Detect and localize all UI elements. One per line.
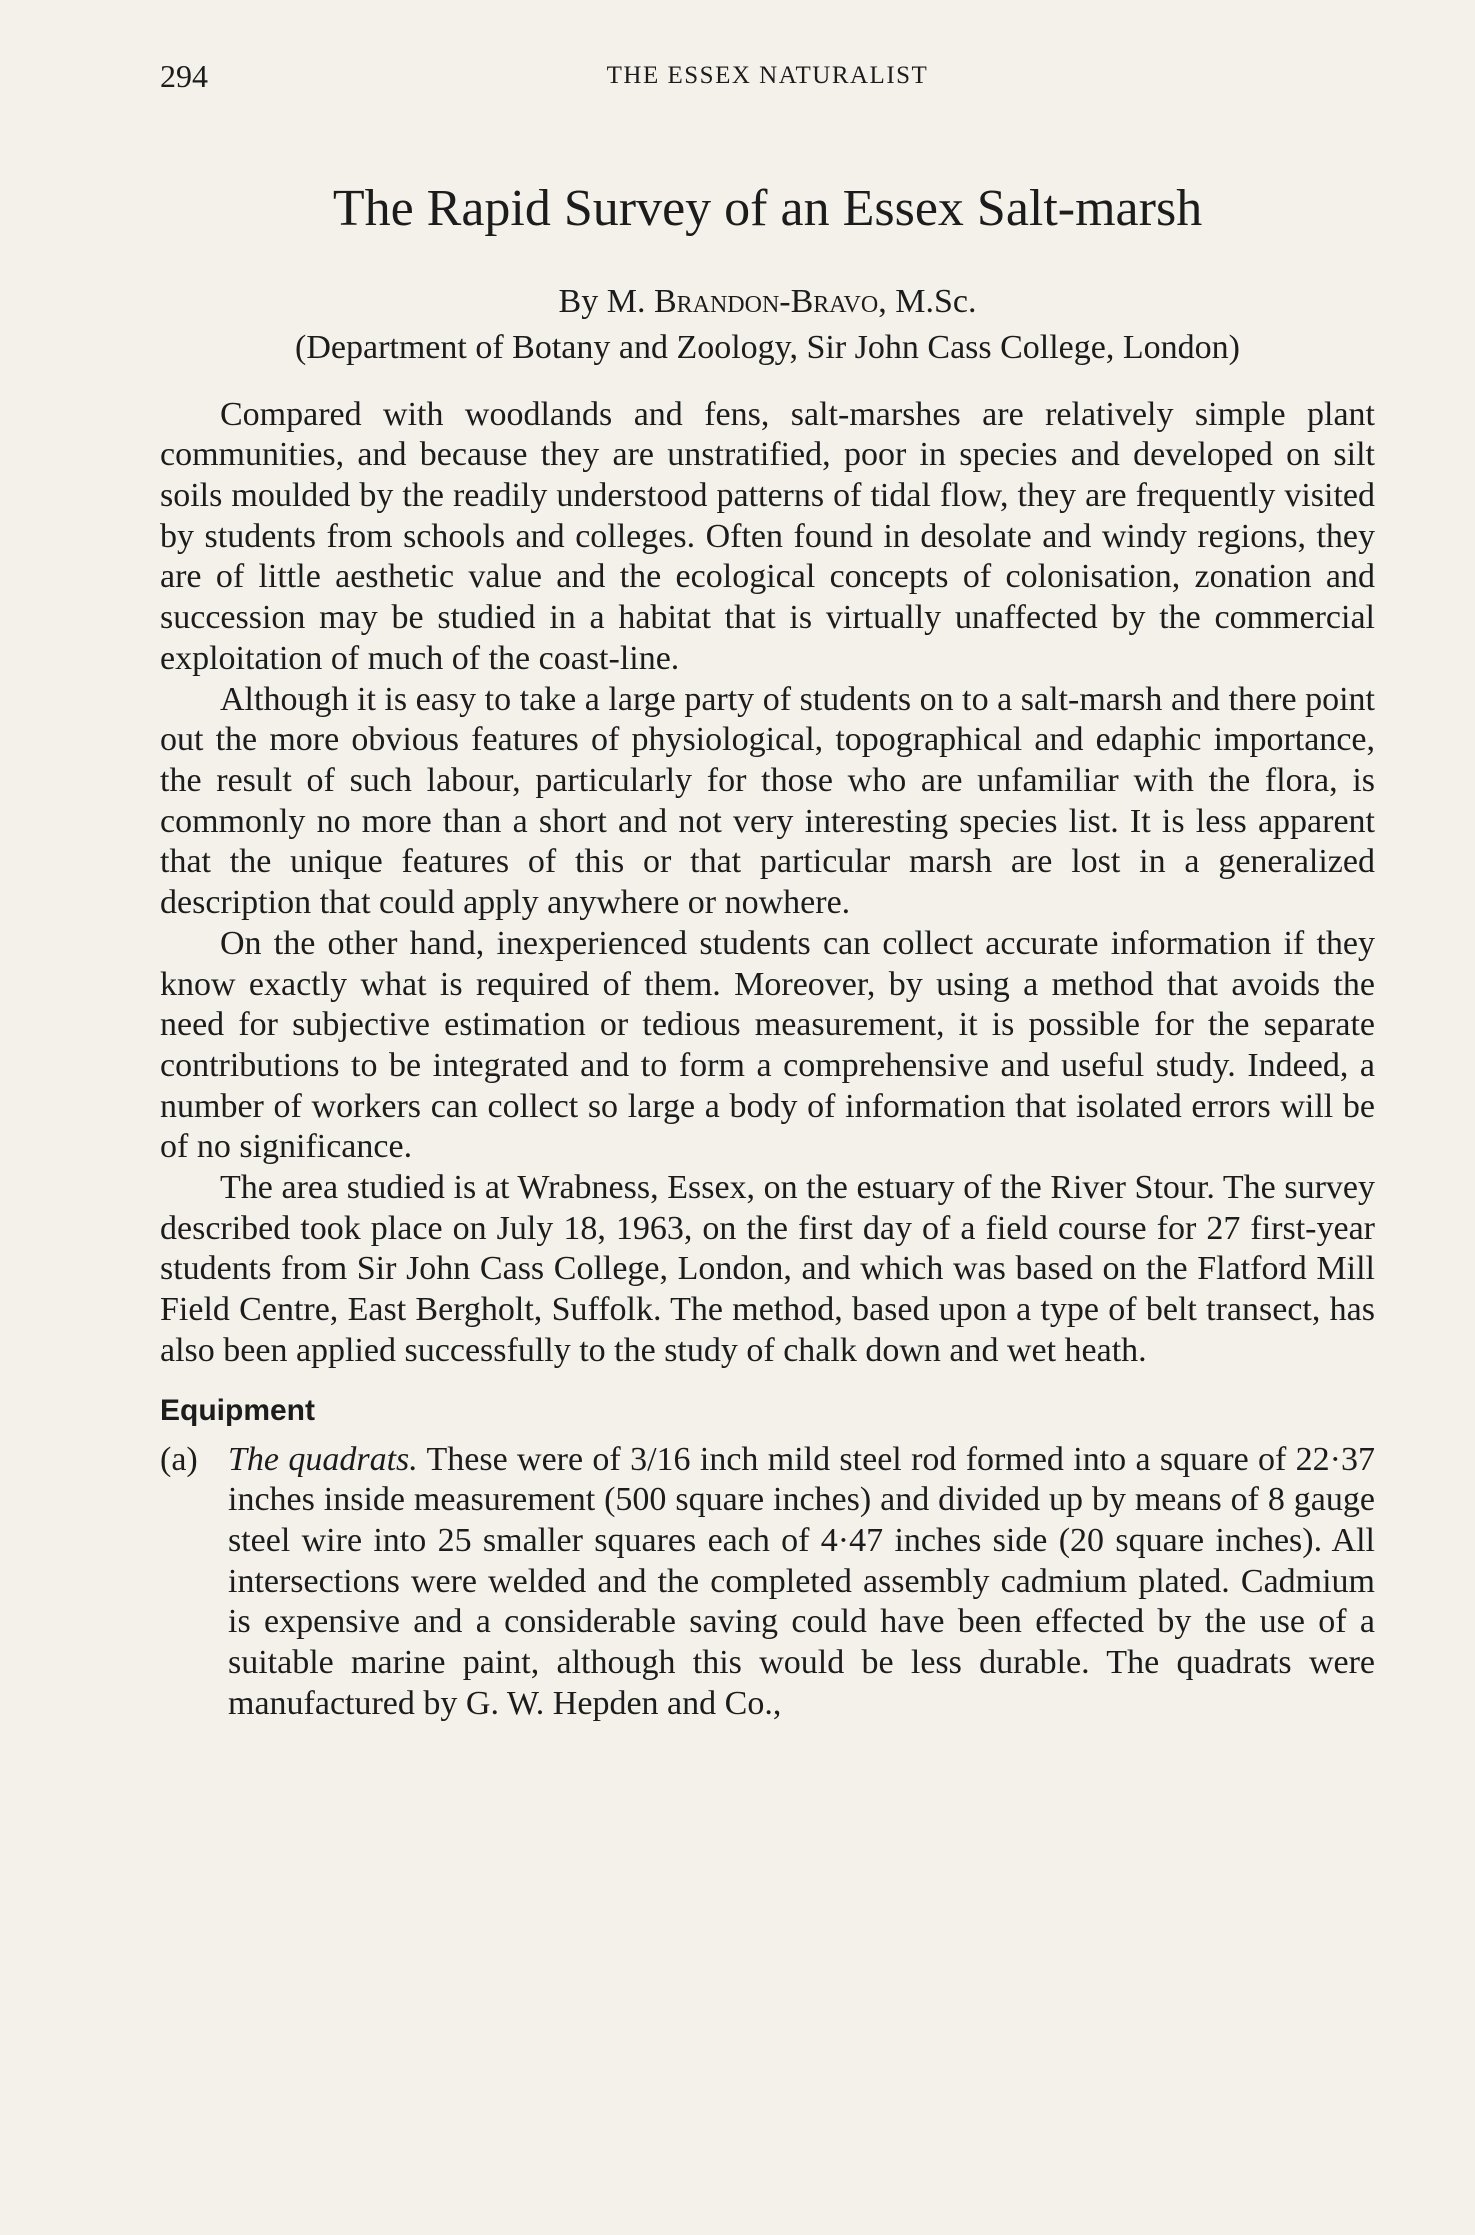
- running-head: [160, 48, 1375, 104]
- paragraph-2: Although it is easy to take a large party of students on to a salt-marsh and there point out the more obvious features of physiological, topographical and edaphic importance, the result of such labour, particularly for those who are unfamiliar with the flora, is commonly no more than a short and not very interesting species list. It is less apparent that the unique features of this or that particular marsh are lost in a generalized description that could apply anywhere or nowhere.: [160, 680, 1375, 922]
- affiliation: (Department of Botany and Zoology, Sir John Cass College, London): [295, 329, 1240, 367]
- page-number: 294: [160, 58, 208, 94]
- section-heading-equipment: Equipment: [160, 1393, 315, 1427]
- byline-suffix: , M.Sc.: [878, 283, 977, 321]
- item-body: [228, 1440, 1375, 1725]
- byline: [160, 283, 1375, 321]
- paragraph-4: The area studied is at Wrabness, Essex, on the estuary of the River Stour. The survey described took place on July 18, 1963, on the first day of a field course for 27 first-year students from Sir John Cass College, London, and which was based on the Flatford Mill Field Centre, East Bergholt, Suffolk. The method, based upon a type of belt transect, has also been applied successfully to the study of chalk down and wet heath.: [160, 1169, 1375, 1369]
- article-title: The Rapid Survey of an Essex Salt-marsh: [332, 180, 1203, 237]
- author-name: Brandon-Bravo: [653, 283, 879, 321]
- item-text: These were of 3/16 inch mild steel rod formed into a square of 22·37 inches inside measurement (500 square inches) and divided up by means of 8 gauge steel wire into 25 smaller squares each of 4·47 inches side (20 square inches). All intersections were welded and the completed assembly cadmium plated. Cadmium is expensive and a considerable saving could have been effected by the use of a suitable marine paint, although this would be less durable. The quadrats were manufactured by G. W. Hepden and Co.,: [228, 1440, 1375, 1722]
- byline-prefix: By M.: [558, 283, 654, 321]
- equipment-item: [160, 1440, 1375, 1725]
- paragraph-3: On the other hand, inexperienced students can collect accurate information if they know exactly what is required of them. Moreover, by using a method that avoids the need for subjective estimation or tedious measurement, it is possible for the separate contributions to be integrated and to form a comprehensive and useful study. Indeed, a number of workers can collect so large a body of information that isolated errors will be of no significance.: [160, 924, 1375, 1166]
- journal-name: THE ESSEX NATURALIST: [606, 62, 929, 89]
- article-body: [160, 395, 1375, 1725]
- item-title: The quadrats.: [228, 1440, 418, 1478]
- paragraph-1: Compared with woodlands and fens, salt-marshes are relatively simple plant communities, and because they are unstratified, poor in species and developed on silt soils moulded by the readily understood patterns of tidal flow, they are frequently visited by students from schools and colleges. Often found in desolate and windy regions, they are of little aesthetic value and the ecological concepts of colonisation, zonation and succession may be studied in a habitat that is virtually unaffected by the commercial exploitation of much of the coast-line.: [160, 395, 1375, 677]
- item-label: (a): [160, 1440, 198, 1478]
